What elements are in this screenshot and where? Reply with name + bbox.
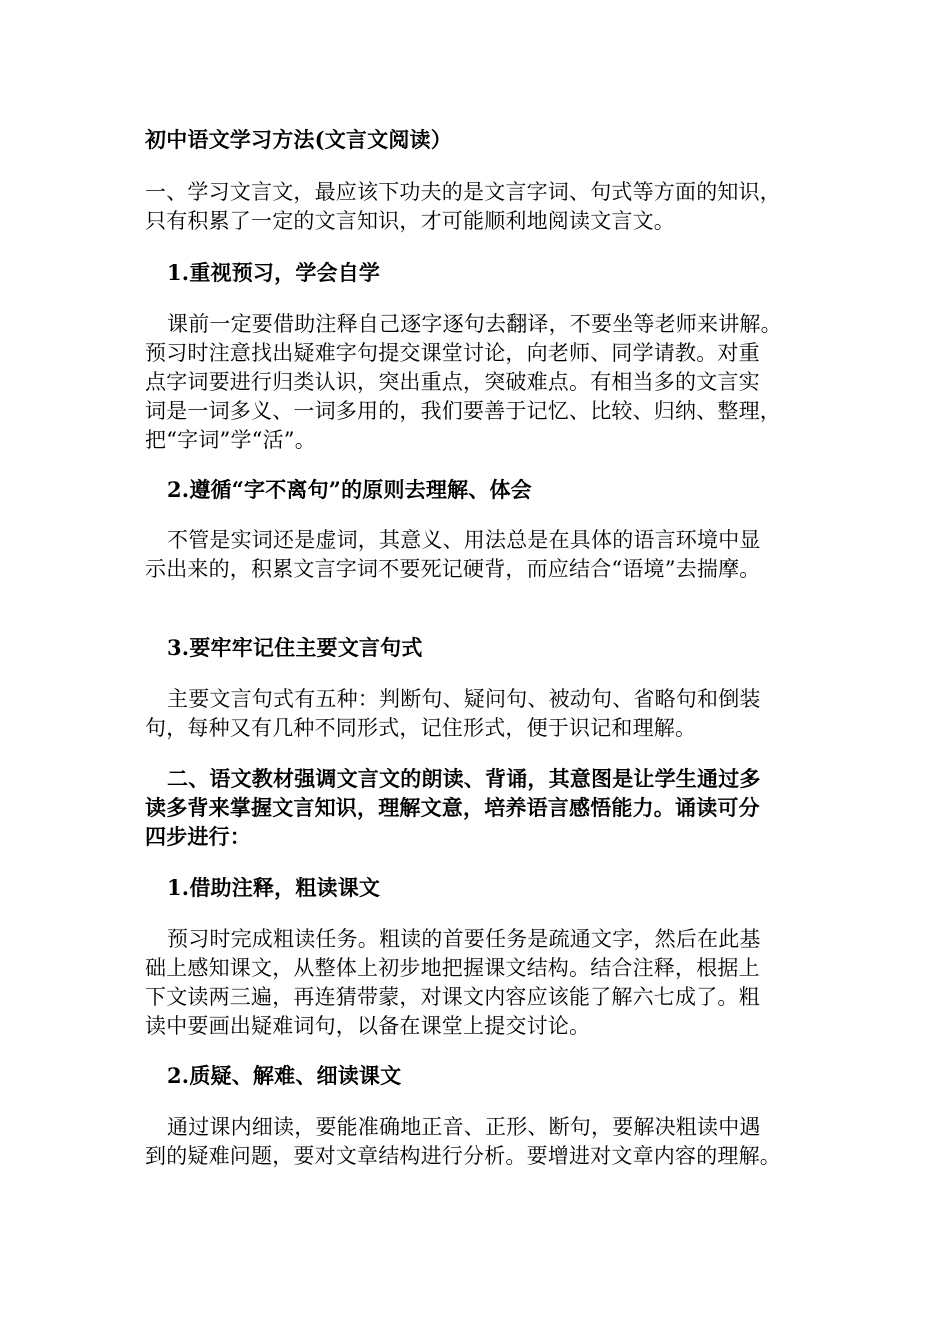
paragraph-line: 词是一词多义、一词多用的，我们要善于记忆、比较、归纳、整理， xyxy=(145,399,781,423)
section2-intro-line-2: 读多背来掌握文言知识，理解文意，培养语言感悟能力。诵读可分 xyxy=(145,795,760,820)
section1-item1-paragraph xyxy=(145,310,813,455)
heading-text: 1.重视预习，学会自学 xyxy=(167,260,381,285)
paragraph-line: 主要文言句式有五种：判断句、疑问句、被动句、省略句和倒装 xyxy=(167,687,761,711)
paragraph-line: 下文读两三遍，再连猜带蒙，对课文内容应该能了解六七成了。粗 xyxy=(145,985,760,1009)
paragraph-line: 把“字词”学“活”。 xyxy=(145,428,316,452)
paragraph-line: 课前一定要借助注释自己逐字逐句去翻译，不要坐等老师来讲解。 xyxy=(167,312,782,336)
section2-item1-paragraph xyxy=(145,925,813,1041)
section2-intro-line-1: 二、语文教材强调文言文的朗读、背诵，其意图是让学生通过多 xyxy=(167,766,761,791)
title-text: 初中语文学习方法(文言文阅读） xyxy=(145,127,452,152)
section1-item2-heading xyxy=(145,475,835,504)
paragraph-line: 示出来的，积累文言字词不要死记硬背，而应结合“语境”去揣摩。 xyxy=(145,557,761,581)
paragraph-line: 到的疑难问题，要对文章结构进行分析。要增进对文章内容的理解。 xyxy=(145,1144,781,1168)
section2-intro-line-3: 四步进行： xyxy=(145,824,251,849)
section1-item1-heading xyxy=(145,258,835,287)
paragraph-line: 础上感知课文，从整体上初步地把握课文结构。结合注释，根据上 xyxy=(145,956,760,980)
section1-item3-heading xyxy=(145,633,835,662)
section2-intro xyxy=(145,764,813,851)
paragraph-line: 句，每种又有几种不同形式，记住形式，便于识记和理解。 xyxy=(145,716,697,740)
heading-text: 2.质疑、解难、细读课文 xyxy=(167,1063,402,1088)
document-title xyxy=(145,125,813,154)
section1-item2-paragraph xyxy=(145,526,813,584)
paragraph-line: 读中要画出疑难词句，以备在课堂上提交讨论。 xyxy=(145,1014,591,1038)
section1-intro-line-2: 只有积累了一定的文言知识，才可能顺利地阅读文言文。 xyxy=(145,209,675,233)
paragraph-line: 预习时完成粗读任务。粗读的首要任务是疏通文字，然后在此基 xyxy=(167,927,761,951)
heading-text: 3.要牢牢记住主要文言句式 xyxy=(167,635,423,660)
paragraph-line: 不管是实词还是虚词，其意义、用法总是在具体的语言环境中显 xyxy=(167,528,761,552)
heading-text: 1.借助注释，粗读课文 xyxy=(167,875,381,900)
heading-text: 2.遵循“字不离句”的原则去理解、体会 xyxy=(167,477,532,502)
section1-item3-paragraph xyxy=(145,685,813,743)
section1-intro xyxy=(145,178,813,236)
paragraph-line: 通过课内细读，要能准确地正音、正形、断句，要解决粗读中遇 xyxy=(167,1115,761,1139)
section2-item1-heading xyxy=(145,873,835,902)
section1-intro-line-1: 一、学习文言文，最应该下功夫的是文言字词、句式等方面的知识， xyxy=(145,180,781,204)
section2-item2-heading xyxy=(145,1061,835,1090)
paragraph-line: 预习时注意找出疑难字句提交课堂讨论，向老师、同学请教。对重 xyxy=(145,341,760,365)
section2-item2-paragraph xyxy=(145,1113,813,1171)
paragraph-line: 点字词要进行归类认识，突出重点，突破难点。有相当多的文言实 xyxy=(145,370,760,394)
